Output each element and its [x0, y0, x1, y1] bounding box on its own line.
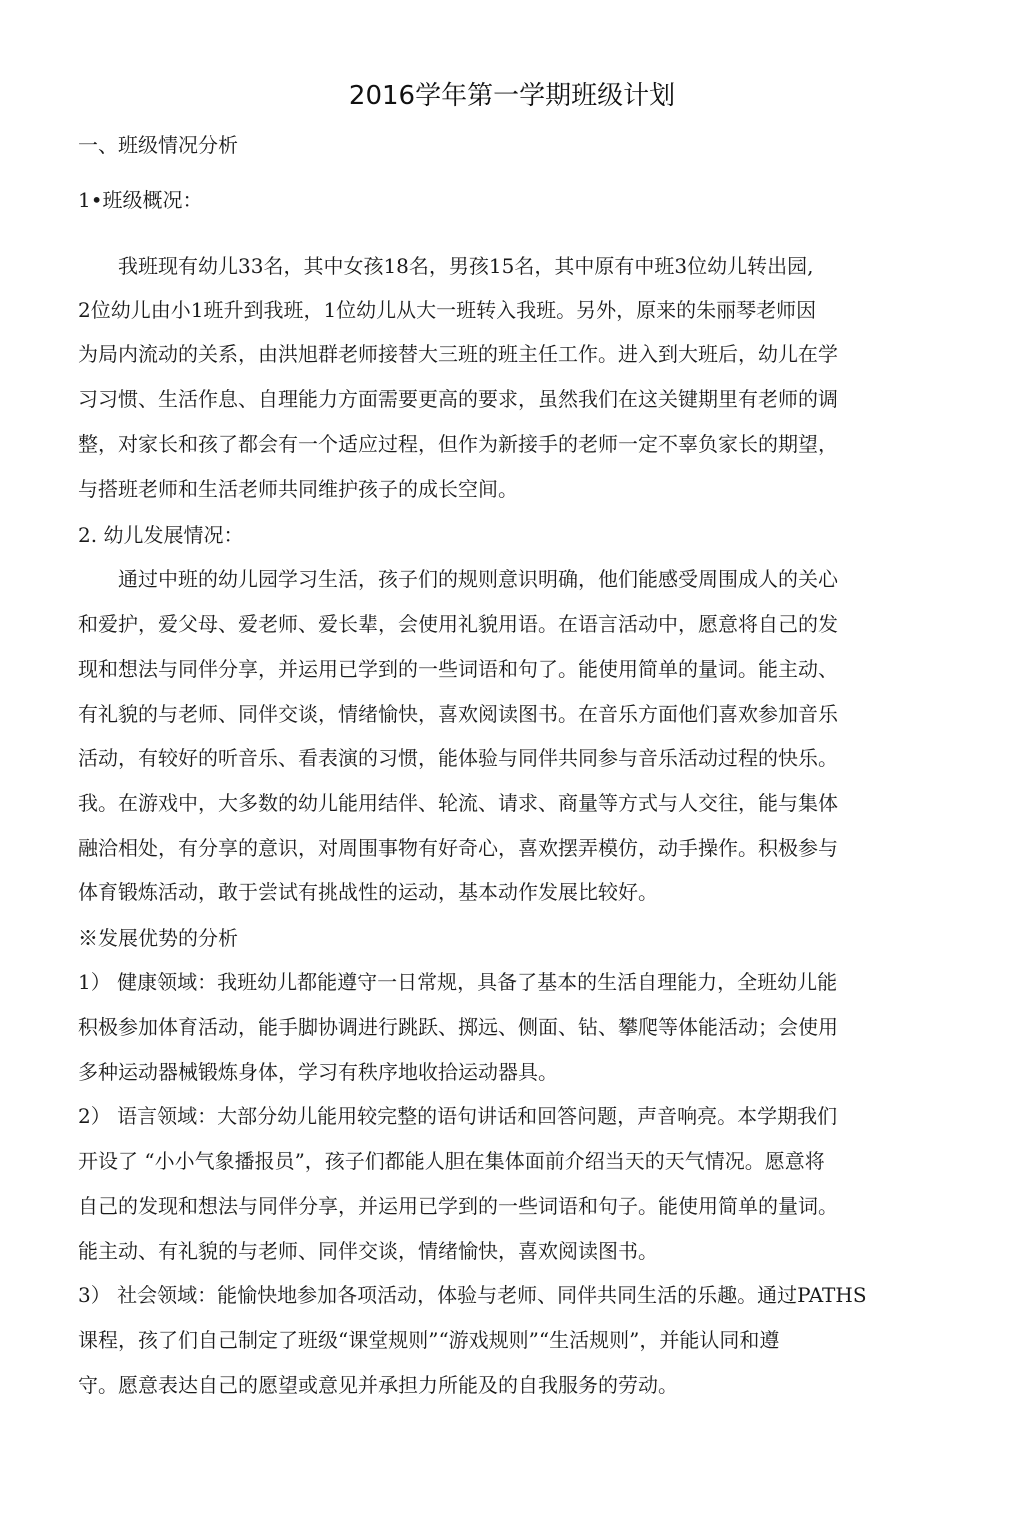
paragraph-line: 为局内流动的关系，由洪旭群老师接替大三班的班主任工作。进入到大班后，幼儿在学 — [78, 342, 838, 366]
paragraph-line: 有礼貌的与老师、同伴交谈，情绪愉快，喜欢阅读图书。在音乐方面他们喜欢参加音乐 — [78, 702, 838, 726]
paragraph-line: 1） 健康领域：我班幼儿都能遵守一日常规，具备了基本的生活自理能力，全班幼儿能 — [78, 970, 838, 994]
paragraph-line: 课程，孩了们自己制定了班级“课堂规则”“游戏规则”“生活规则”，并能认同和遵 — [78, 1328, 780, 1352]
paragraph-line: 现和想法与同伴分享，并运用已学到的一些词语和句了。能使用简单的量词。能主动、 — [78, 657, 838, 681]
paragraph-line: 与搭班老师和生活老师共同维护孩子的成长空间。 — [78, 477, 518, 501]
paragraph-line: 体育锻炼活动，敢于尝试有挑战性的运动，基本动作发展比较好。 — [78, 880, 658, 904]
subheading-child-development: 2. 幼儿发展情况： — [78, 523, 244, 547]
paragraph-line: 整，对家长和孩了都会有一个适应过程，但作为新接手的老师一定不辜负家长的期望， — [78, 432, 838, 456]
paragraph-line: 守。愿意表达自己的愿望或意见并承担力所能及的自我服务的劳动。 — [78, 1373, 678, 1397]
section-heading-class-analysis: 一、班级情况分析 — [78, 133, 238, 157]
paragraph-line: 习习惯、生活作息、自理能力方面需要更高的要求，虽然我们在这关键期里有老师的调 — [78, 387, 838, 411]
subheading-strengths-analysis: ※发展优势的分析 — [78, 926, 238, 950]
paragraph-line: 2位幼儿由小1班升到我班，1位幼儿从大一班转入我班。另外，原来的朱丽琴老师因 — [78, 298, 817, 322]
paragraph-line: 融洽相处，有分享的意识，对周围事物有好奇心，喜欢摆弄模仿，动手操作。积极参与 — [78, 836, 838, 860]
paragraph-line: 我。在游戏中，大多数的幼儿能用结伴、轮流、请求、商量等方式与人交往，能与集体 — [78, 791, 838, 815]
paragraph-line: 能主动、有礼貌的与老师、同伴交谈，情绪愉快，喜欢阅读图书。 — [78, 1239, 658, 1263]
paragraph-line: 活动，有较好的听音乐、看表演的习惯，能体验与同伴共同参与音乐活动过程的快乐。 — [78, 746, 838, 770]
paragraph-line: 和爱护，爱父母、爱老师、爱长辈，会使用礼貌用语。在语言活动中，愿意将自己的发 — [78, 612, 838, 636]
paragraph-line: 开设了 “小小气象播报员”，孩子们都能人胆在集体面前介绍当天的天气情况。愿意将 — [78, 1149, 825, 1173]
paragraph-line: 多种运动器械锻炼身体，学习有秩序地收拾运动器具。 — [78, 1060, 558, 1084]
paragraph-line: 自己的发现和想法与同伴分享，并运用已学到的一些词语和句子。能使用简单的量词。 — [78, 1194, 838, 1218]
paragraph-line: 积极参加体育活动，能手脚协调进行跳跃、掷远、侧面、钻、攀爬等体能活动；会使用 — [78, 1015, 838, 1039]
paragraph-line: 通过中班的幼儿园学习生活，孩子们的规则意识明确，他们能感受周围成人的关心 — [78, 567, 838, 591]
document-title: 2016学年第一学期班级计划 — [348, 81, 676, 111]
paragraph-line: 3） 社会领域：能愉快地参加各项活动，体验与老师、同伴共同生活的乐趣。通过PATHS — [78, 1283, 867, 1307]
paragraph-line: 我班现有幼儿33名，其中女孩18名，男孩15名，其中原有中班3位幼儿转出园, — [78, 254, 814, 278]
paragraph-line: 2） 语言领域：大部分幼儿能用较完整的语句讲话和回答问题，声音响亮。本学期我们 — [78, 1104, 838, 1128]
subheading-class-overview: 1•班级概况： — [78, 188, 203, 212]
